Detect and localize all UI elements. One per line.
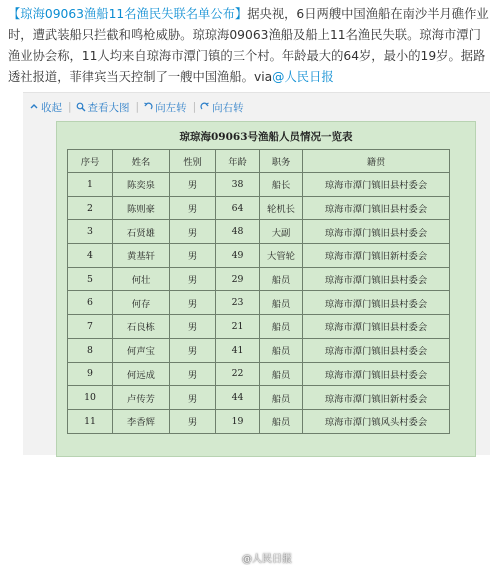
table-cell: 1 (68, 173, 113, 197)
table-cell: 44 (216, 386, 260, 410)
magnifier-icon (76, 102, 86, 112)
collapse-button[interactable] (29, 100, 62, 115)
table-row (68, 267, 450, 291)
table-cell: 琼海市潭门镇旧县村委会 (303, 291, 450, 315)
table-cell: 38 (216, 173, 260, 197)
weibo-post-text (8, 4, 492, 88)
table-row (68, 244, 450, 268)
table-cell: 41 (216, 338, 260, 362)
table-cell: 何壮 (113, 267, 170, 291)
table-cell: 男 (170, 291, 216, 315)
table-cell: 6 (68, 291, 113, 315)
table-cell: 琼海市潭门镇旧县村委会 (303, 362, 450, 386)
table-row (68, 362, 450, 386)
col-header: 性别 (170, 150, 216, 173)
table-cell: 9 (68, 362, 113, 386)
post-body: 据央视，6日两艘中国渔船在南沙半月礁作业时，遭武装船只拦截和鸣枪威胁。琼琼海09063渔船及船上11名渔民失联。琼海市潭门渔业协会称，11人均来自琼海市潭门镇的三个村。年龄最大的64岁，最小的19岁。据路透社报道，菲律宾当天控制了一艘中国渔船。via (8, 7, 489, 84)
table-cell: 10 (68, 386, 113, 410)
table-cell: 21 (216, 315, 260, 339)
table-cell: 石良栋 (113, 315, 170, 339)
table-cell: 船员 (260, 291, 303, 315)
table-cell: 琼海市潭门镇旧县村委会 (303, 338, 450, 362)
table-cell: 4 (68, 244, 113, 268)
table-row (68, 291, 450, 315)
table-cell: 男 (170, 386, 216, 410)
table-cell: 何存 (113, 291, 170, 315)
table-row (68, 386, 450, 410)
table-cell: 男 (170, 173, 216, 197)
table-cell: 琼海市潭门镇旧县村委会 (303, 196, 450, 220)
table-row (68, 315, 450, 339)
table-cell: 29 (216, 267, 260, 291)
table-cell: 李香辉 (113, 409, 170, 433)
via-mention-link[interactable]: @人民日报 (272, 70, 334, 84)
table-cell: 男 (170, 409, 216, 433)
table-cell: 琼海市潭门镇旧新村委会 (303, 386, 450, 410)
col-header: 年龄 (216, 150, 260, 173)
table-cell: 男 (170, 338, 216, 362)
rotate-left-button[interactable] (143, 100, 187, 115)
toolbar-divider: | (68, 101, 72, 113)
table-cell: 黄基轩 (113, 244, 170, 268)
table-cell: 49 (216, 244, 260, 268)
table-cell: 琼海市潭门镇旧县村委会 (303, 315, 450, 339)
table-cell: 陈奕泉 (113, 173, 170, 197)
table-cell: 船员 (260, 409, 303, 433)
table-row (68, 173, 450, 197)
rotate-left-icon (143, 102, 153, 112)
view-large-label: 查看大图 (87, 101, 130, 114)
table-row (68, 338, 450, 362)
table-cell: 男 (170, 244, 216, 268)
table-cell: 琼海市潭门镇旧县村委会 (303, 267, 450, 291)
table-header-row (68, 150, 450, 173)
table-title: 琼琼海09063号渔船人员情况一览表 (179, 131, 353, 143)
post-headline-link[interactable]: 【琼海09063渔船11名渔民失联名单公布】 (8, 7, 248, 21)
table-cell: 大副 (260, 220, 303, 244)
table-cell: 船员 (260, 338, 303, 362)
table-cell: 48 (216, 220, 260, 244)
col-header: 职务 (260, 150, 303, 173)
table-cell: 琼海市潭门镇旧县村委会 (303, 220, 450, 244)
table-cell: 8 (68, 338, 113, 362)
table-row (68, 196, 450, 220)
table-row (68, 220, 450, 244)
table-cell: 男 (170, 220, 216, 244)
table-cell: 11 (68, 409, 113, 433)
rotate-right-icon (200, 102, 210, 112)
table-cell: 船员 (260, 362, 303, 386)
table-cell: 琼海市潭门镇风头村委会 (303, 409, 450, 433)
table-cell: 7 (68, 315, 113, 339)
image-viewer (23, 92, 490, 565)
crew-table (67, 149, 450, 434)
col-header: 姓名 (113, 150, 170, 173)
col-header: 籍贯 (303, 150, 450, 173)
toolbar-divider: | (135, 101, 140, 113)
table-cell: 船长 (260, 173, 303, 197)
table-cell: 石贤雄 (113, 220, 170, 244)
table-cell: 船员 (260, 267, 303, 291)
table-cell: 卢传芳 (113, 386, 170, 410)
table-cell: 2 (68, 196, 113, 220)
table-cell: 19 (216, 409, 260, 433)
table-cell: 64 (216, 196, 260, 220)
table-row (68, 409, 450, 433)
table-cell: 大管轮 (260, 244, 303, 268)
rotate-right-button[interactable] (200, 100, 244, 115)
view-large-button[interactable] (76, 100, 130, 115)
table-cell: 琼海市潭门镇旧县村委会 (303, 173, 450, 197)
table-cell: 男 (170, 315, 216, 339)
table-cell: 陈则豪 (113, 196, 170, 220)
crew-list-image[interactable] (56, 121, 476, 565)
rotate-left-label: 向左转 (155, 101, 187, 114)
table-cell: 男 (170, 362, 216, 386)
table-cell: 男 (170, 196, 216, 220)
table-cell: 22 (216, 362, 260, 386)
table-cell: 23 (216, 291, 260, 315)
toolbar-divider: | (192, 101, 197, 113)
table-cell: 轮机长 (260, 196, 303, 220)
col-header: 序号 (68, 150, 113, 173)
table-cell: 5 (68, 267, 113, 291)
table-cell: 男 (170, 267, 216, 291)
table-cell: 船员 (260, 386, 303, 410)
collapse-label: 收起 (41, 101, 62, 114)
table-cell: 琼海市潭门镇旧新村委会 (303, 244, 450, 268)
watermark: @人民日报 (242, 554, 292, 565)
table-cell: 何远成 (113, 362, 170, 386)
image-toolbar (29, 99, 250, 115)
table-cell: 3 (68, 220, 113, 244)
table-cell: 船员 (260, 315, 303, 339)
rotate-right-label: 向右转 (212, 101, 244, 114)
collapse-icon (29, 102, 39, 112)
table-cell: 何声宝 (113, 338, 170, 362)
